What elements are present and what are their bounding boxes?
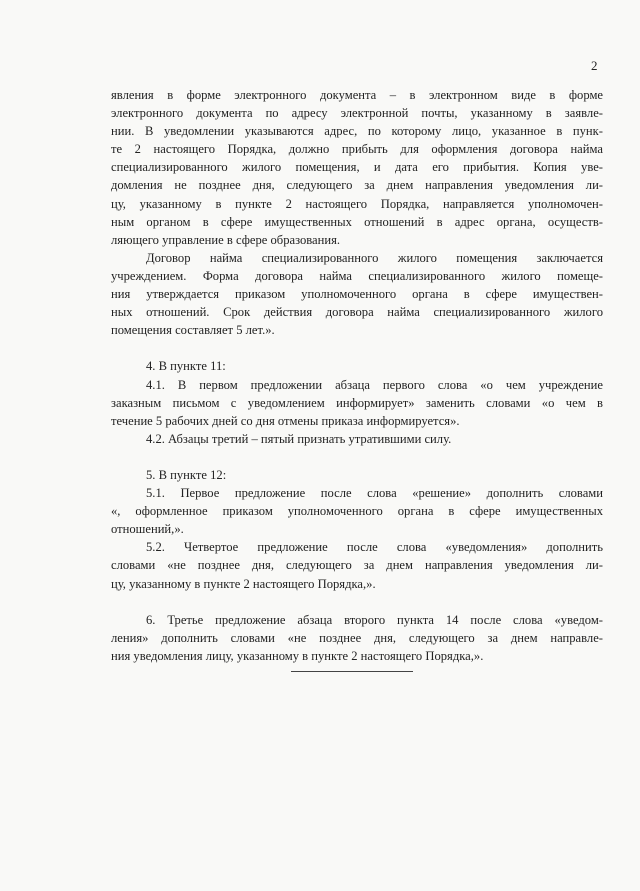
text-line: течение 5 рабочих дней со дня отмены приказа информируется». (111, 413, 460, 428)
document-body (111, 86, 603, 665)
text-line: явления в форме электронного документа – в электронном виде в форме (111, 88, 603, 102)
text-line: отношений,». (111, 522, 184, 537)
text-line: ных отношений. Срок действия договора найма специализированного жилого (111, 305, 603, 320)
text-line: 4.1. В первом предложении абзаца первого слова «о чем учреждение (146, 377, 603, 392)
text-line: учреждением. Форма договора найма специализированного жилого помеще- (111, 268, 603, 283)
closing-divider (291, 671, 413, 672)
text-line: 5.1. Первое предложение после слова «решение» дополнить словами (146, 486, 603, 501)
text-line: 6. Третье предложение абзаца второго пункта 14 после слова «уведом- (146, 612, 603, 627)
text-line: заказным письмом с уведомлением информирует» заменить словами «о чем в (111, 395, 603, 410)
text-line: «, оформленное приказом уполномоченного органа в сфере имущественных (111, 504, 603, 519)
text-line: ляющего управление в сфере образования. (111, 232, 341, 247)
page-number: 2 (591, 58, 598, 73)
text-line: цу, указанному в пункте 2 настоящего Порядка,». (111, 576, 376, 591)
text-line: Договор найма специализированного жилого помещения заключается (146, 250, 603, 265)
text-line: электронного документа по адресу электронной почты, указанному в заявле- (111, 106, 603, 121)
text-line: 5.2. Четвертое предложение после слова «уведомления» дополнить (146, 540, 603, 555)
text-line: 4.2. Абзацы третий – пятый признать утратившими силу. (146, 431, 452, 446)
text-line: специализированного жилого помещения, и дата его прибытия. Копия уве- (111, 160, 603, 175)
text-line: ным органом в сфере имущественных отношений в адрес органа, осуществ- (111, 214, 603, 229)
section-heading: 4. В пункте 11: (146, 359, 226, 374)
text-line: домления не позднее дня, следующего за днем направления уведомления ли- (111, 178, 603, 193)
text-line: цу, указанному в пункте 2 настоящего Порядка, направляется уполномочен- (111, 196, 603, 211)
text-line: ния утверждается приказом уполномоченного органа в сфере имуществен- (111, 287, 603, 302)
text-line: ния уведомления лицу, указанному в пункте 2 настоящего Порядка,». (111, 648, 484, 663)
text-line: нии. В уведомлении указываются адрес, по которому лицо, указанное в пунк- (111, 124, 603, 139)
text-line: словами «не позднее дня, следующего за днем направления уведомления ли- (111, 558, 603, 573)
text-line: те 2 настоящего Порядка, должно прибыть для оформления договора найма (111, 142, 603, 157)
section-heading: 5. В пункте 12: (146, 467, 227, 482)
text-line: ления» дополнить словами «не позднее дня, следующего за днем направле- (111, 630, 603, 645)
text-line: помещения составляет 5 лет.». (111, 323, 275, 338)
